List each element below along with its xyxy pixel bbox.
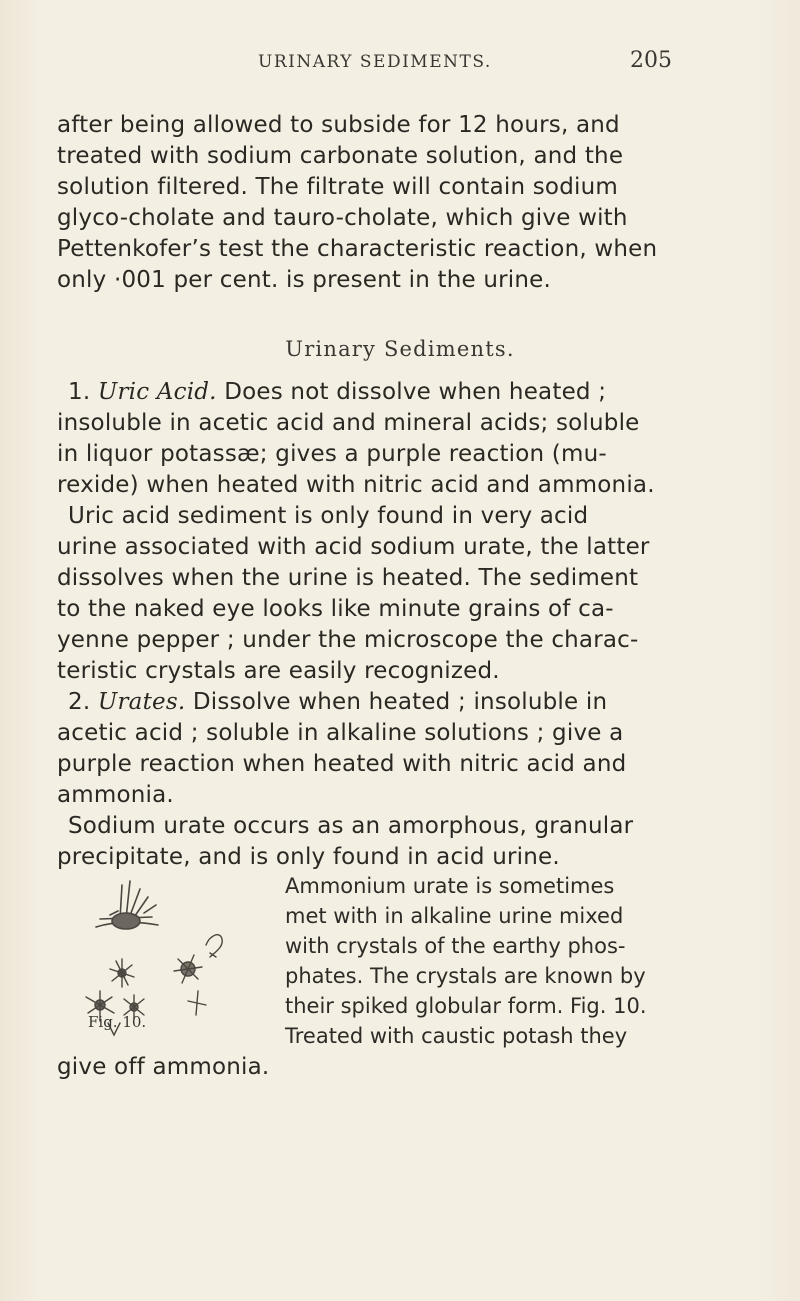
text-line: with crystals of the earthy phos- — [285, 934, 626, 958]
text-line: Sodium urate occurs as an amorphous, granular — [68, 813, 634, 839]
crystal-cluster-middle — [110, 935, 222, 987]
text-line: Pettenkofer’s test the characteristic reaction, when — [57, 236, 658, 262]
text-line: Ammonium urate is sometimes — [285, 874, 615, 898]
text-line: treated with sodium carbonate solution, and the — [57, 143, 624, 169]
item-name: Urates. — [97, 689, 186, 715]
urates-first-line — [68, 687, 728, 717]
page-number: 205 — [630, 48, 672, 73]
text-line: after being allowed to subside for 12 hours, and — [57, 112, 620, 138]
text-line: urine associated with acid sodium urate, the latter — [57, 534, 650, 560]
text-line: Uric acid sediment is only found in very acid — [68, 503, 589, 529]
text-line: solution filtered. The filtrate will contain sodium — [57, 174, 618, 200]
text-line: give off ammonia. — [57, 1054, 270, 1080]
text-line: ammonia. — [57, 782, 174, 808]
text-line: their spiked globular form. Fig. 10. — [285, 994, 647, 1018]
crystal-cluster-top — [96, 881, 158, 929]
text-line: insoluble in acetic acid and mineral acids; soluble — [57, 410, 640, 436]
text-line: yenne pepper ; under the microscope the charac- — [57, 627, 639, 653]
section-heading: Urinary Sediments. — [285, 337, 515, 361]
item-text: Does not dissolve when heated ; — [224, 379, 607, 405]
running-head — [0, 48, 800, 82]
text-line: precipitate, and is only found in acid urine. — [57, 844, 560, 870]
text-line: only ·001 per cent. is present in the urine. — [57, 267, 552, 293]
running-title: URINARY SEDIMENTS. — [258, 52, 492, 72]
figure-caption: Fig. 10. — [88, 1013, 147, 1031]
uric-acid-first-line — [68, 377, 728, 407]
item-name: Uric Acid. — [97, 379, 217, 405]
item-text: Dissolve when heated ; insoluble in — [192, 689, 608, 715]
text-line: Treated with caustic potash they — [285, 1024, 628, 1048]
text-line: purple reaction when heated with nitric acid and — [57, 751, 627, 777]
item-number: 2. — [68, 689, 91, 715]
text-line: in liquor potassæ; gives a purple reaction (mu- — [57, 441, 607, 467]
text-line: rexide) when heated with nitric acid and ammonia. — [57, 472, 655, 498]
text-line: glyco-cholate and tauro-cholate, which give with — [57, 205, 628, 231]
text-line: to the naked eye looks like minute grains of ca- — [57, 596, 614, 622]
text-line: dissolves when the urine is heated. The sediment — [57, 565, 639, 591]
text-line: phates. The crystals are known by — [285, 964, 646, 988]
text-line: acetic acid ; soluble in alkaline solutions ; give a — [57, 720, 624, 746]
text-line: met with in alkaline urine mixed — [285, 904, 624, 928]
item-number: 1. — [68, 379, 91, 405]
text-line: teristic crystals are easily recognized. — [57, 658, 500, 684]
